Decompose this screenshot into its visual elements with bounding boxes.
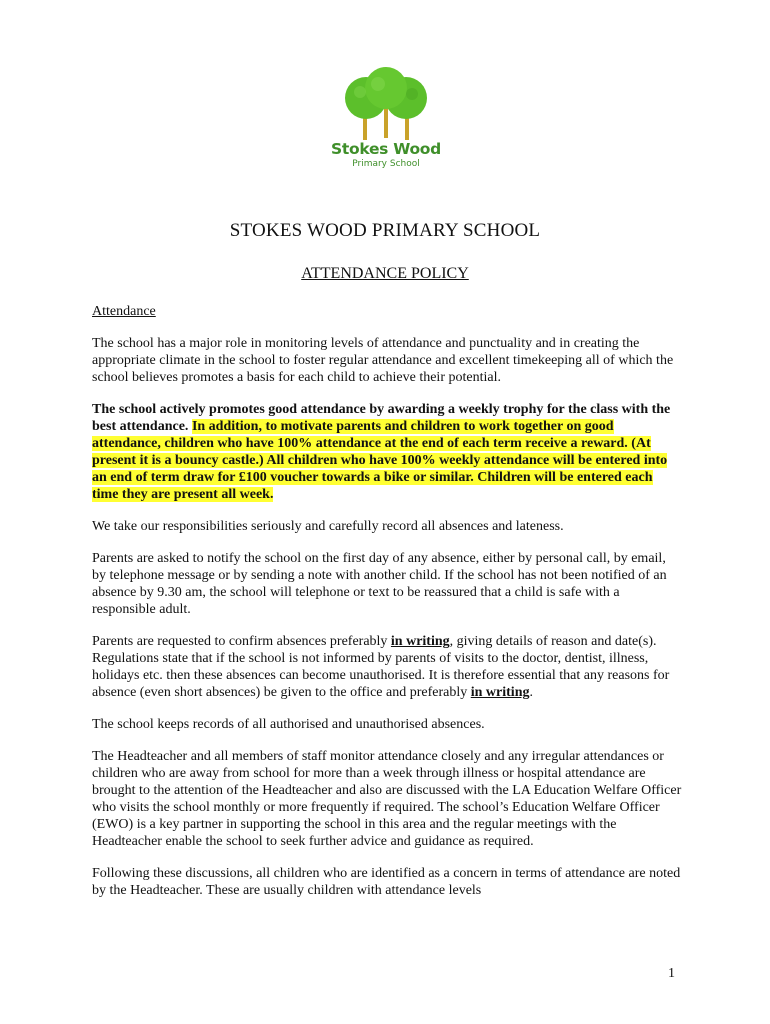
- paragraph-records: The school keeps records of all authorised and unauthorised absences.: [92, 717, 485, 732]
- paragraph-following: Following these discussions, all children who are identified as a concern in terms of attendance are noted by the Headteacher. These are usually children with attendance levels: [92, 866, 681, 898]
- in-writing-emphasis: in writing: [390, 634, 450, 649]
- paragraph-notify: Parents are asked to notify the school on the first day of any absence, either by personal call, by email, by telephone message or by sending a note with another child. If the school has not been notified of an absence by 9.30 am, the school will telephone or text to be reassured that a child is safe with a responsible adult.: [92, 551, 667, 617]
- document-title: STOKES WOOD PRIMARY SCHOOL: [229, 220, 541, 241]
- paragraph-responsibilities: We take our responsibilities seriously and carefully record all absences and lateness.: [92, 519, 564, 534]
- paragraph-monitoring: The Headteacher and all members of staff monitor attendance closely and any irregular attendances or children who are away from school for more than a week through illness or hospital attendance are brought to the attention of the Headteacher and also are discussed with the LA Education Welfare Officer who visits the school monthly or more frequently if required. The school’s Education Welfare Officer (EWO) is a key partner in supporting the school in this area and the regular meetings with the Headteacher enable the school to seek further advice and guidance as required.: [92, 749, 682, 849]
- rewards-highlighted-text: In addition, to motivate parents and children to work together on good attendance, children who have 100% attendance at the end of each term receive a reward. (At present it is a bouncy castle.) All children who have 100% weekly attendance will be entered into an end of term draw for £100 voucher towards a bike or similar. Children will be entered each time they are present all week.: [92, 419, 668, 502]
- in-writing-emphasis: in writing: [470, 685, 530, 700]
- confirm-text-c: .: [529, 685, 533, 700]
- paragraph-confirm: [92, 633, 682, 701]
- tree-icon: [326, 66, 446, 142]
- logo-subtitle: Primary School: [352, 159, 420, 169]
- paragraph-role: The school has a major role in monitoring levels of attendance and punctuality and in creating the appropriate climate in the school to foster regular attendance and excellent timekeeping all of which the school believes promotes a basis for each child to achieve their potential.: [92, 336, 674, 385]
- confirm-text-a: Parents are requested to confirm absences preferably: [92, 634, 388, 649]
- confirm-text-b: , giving details of reason and date(s). Regulations state that if the school is not informed by parents of visits to the doctor, dentist, illness, holidays etc. then these absences can become unauthorised. It is therefore essential that any reasons for absence (even short absences) be given to the office and preferably: [92, 634, 670, 700]
- school-logo: [326, 66, 446, 176]
- paragraph-rewards: [92, 401, 682, 503]
- rewards-text: The school actively promotes good attendance by awarding a weekly trophy for the class with the best attendance.: [92, 402, 671, 434]
- logo-name: Stokes Wood: [331, 140, 441, 158]
- document-subtitle: ATTENDANCE POLICY: [301, 265, 469, 282]
- document-body: [92, 303, 682, 914]
- page-number: 1: [668, 966, 675, 981]
- section-heading: Attendance: [92, 304, 156, 319]
